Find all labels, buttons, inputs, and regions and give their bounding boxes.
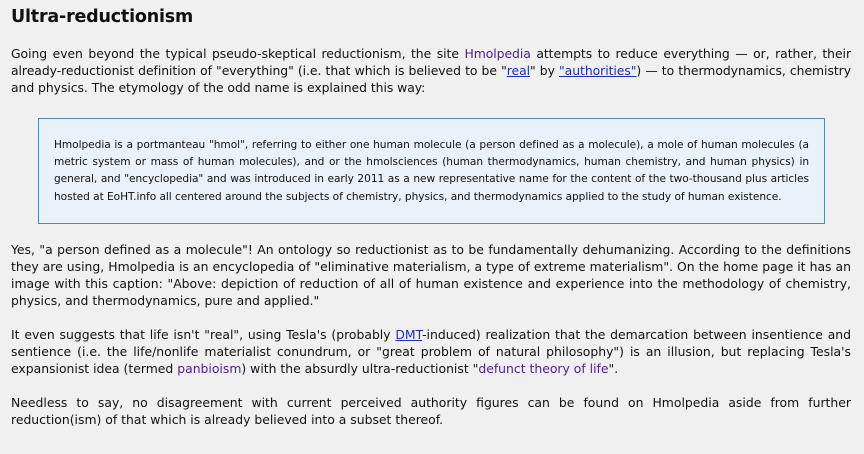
quote-text: Hmolpedia is a portmanteau "hmol", referring to either one human molecule (a person defined as a molecule), a mole of human molecules (a metric system or mass of human molecules), and or the hmolsciences (human thermodynamics, human chemistry, and human physics) in general, and "encyclopedia" and was introduced in early 2011 as a new representative name for the content of the two-thousand plus articles hosted at EoHT.info all centered around the subjects of chemistry, physics, and thermodynamics applied to the study of human existence.	[54, 139, 809, 203]
life-text-1: It even suggests that life isn't "real", using Tesla's (probably	[11, 327, 396, 342]
panbioism-link[interactable]: panbioism	[177, 361, 242, 376]
authorities-link[interactable]: "authorities"	[559, 63, 637, 78]
closing-paragraph: Needless to say, no disagreement with current perceived authority figures can be found on Hmolpedia aside from further reduction(ism) of that which is already believed into a subset thereof.	[11, 395, 851, 427]
section-heading: Ultra-reductionism	[11, 7, 194, 27]
intro-text-2: attempts to reduce everything — or, rather, their already-reductionist definition of "everything" (i.e. that which is believed to be "	[11, 46, 851, 78]
hmolpedia-link[interactable]: Hmolpedia	[464, 46, 531, 61]
molecule-paragraph: Yes, "a person defined as a molecule"! An ontology so reductionist as to be fundamentally dehumanizing. According to the definitions they are using, Hmolpedia is an encyclopedia of "eliminative materialism, a type of extreme materialism". On the home page it has an image with this caption: "Above: depiction of reduction of all of human existence and experience into the methodology of chemistry, physics, and thermodynamics, pure and applied."	[11, 242, 851, 308]
life-paragraph	[11, 326, 851, 377]
real-link[interactable]: real	[506, 63, 530, 78]
life-text-2: -induced) realization that the demarcation between insentience and sentience (i.e. the life/nonlife materialist conundrum, or "great problem of natural philosophy") is an illusion, but replacing Tesla's expansionist idea (termed	[11, 327, 852, 376]
life-text-3: ) with the absurdly ultra-reductionist "	[241, 361, 479, 376]
life-text-4: ".	[608, 361, 619, 376]
intro-text-3: " by	[530, 63, 560, 78]
intro-text-4: ) — to thermodynamics, chemistry and physics. The etymology of the odd name is explained this way:	[11, 63, 851, 95]
intro-text-1: Going even beyond the typical pseudo-skeptical reductionism, the site	[11, 46, 465, 61]
dmt-link[interactable]: DMT	[395, 327, 423, 342]
quote-box	[38, 118, 825, 224]
defunct-theory-link[interactable]: defunct theory of life	[478, 361, 609, 376]
intro-paragraph	[11, 45, 851, 96]
